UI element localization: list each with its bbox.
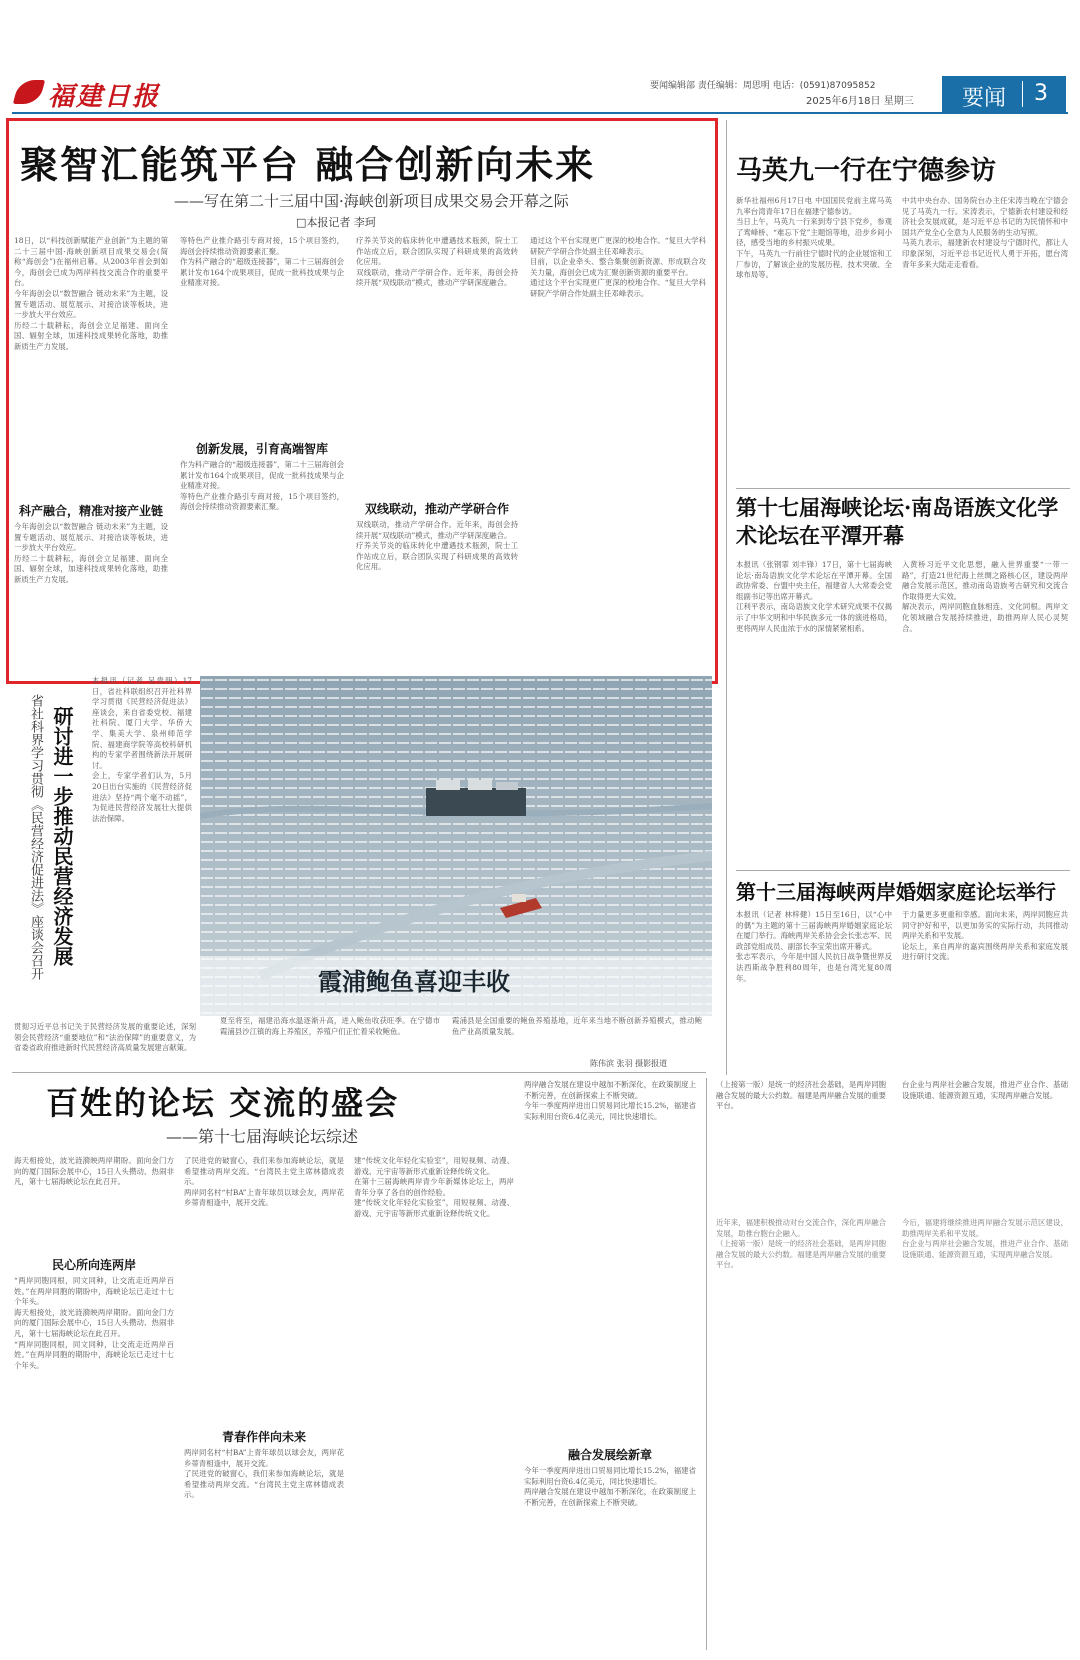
paragraph: 台企业与两岸社会融合发展，推进产业合作、基础设施联通、能源资源互通，实现两岸融合发展。	[902, 1080, 1068, 1100]
row-rule	[736, 870, 1070, 871]
paragraph: 了民进党的破窗心，我们来参加海峡论坛，就是希望推动两岸交流。“台湾民主党主席林德成表示。	[184, 1156, 344, 1187]
paragraph: 历经二十载耕耘，海创会立足福建、面向全国、辐射全球，加速科技成果转化落地，助推新质生产力发展。	[14, 553, 168, 584]
feature-col-6b	[902, 1218, 1068, 1650]
feature-col-3	[354, 1156, 514, 1650]
photo-caption-title: 霞浦鲍鱼喜迎丰收	[318, 967, 510, 996]
lead-subhead-3: 双线联动，推动产学研合作	[364, 502, 509, 516]
lead-subhead-2: 创新发展，引育高端智库	[195, 442, 328, 456]
right-low-col-1	[736, 910, 892, 1070]
paragraph: 论坛上，来自两岸的嘉宾围绕两岸关系和家庭发展进行研讨交流。	[902, 941, 1068, 962]
paragraph: 等特色产业推介路引专商对接，15个项目签约，海创会持续推动资源要素汇聚。	[180, 236, 344, 256]
paragraph: （上接第一版）是统一的经济社会基础，是两岸同胞融合发展的最大公约数。福建是两岸融合发展的重要平台。	[716, 1080, 886, 1111]
lead-col-2	[180, 236, 344, 436]
paragraph: 入黄桥习近平文化思想，融入世界重要“一带一路”，打造21世纪海上丝绸之路核心区，建设两岸融合发展示范区，推动南岛语族考古研究和交流合作取得更大实效。	[902, 560, 1068, 601]
photo-credit: 陈伟滨 张羽 摄影报道	[590, 1059, 668, 1068]
row-rule	[12, 1072, 706, 1073]
paragraph: 今年海创会以“数智融合 链动未来”为主题，设置专题活动、展览展示、对接洽谈等板块，进一步放大平台效应。	[14, 522, 168, 553]
paragraph: 通过这个平台实现更广更深的校地合作。“复旦大学科研院产学研合作处副主任邓峰表示。	[530, 278, 706, 298]
row-rule	[736, 488, 1070, 489]
feature-col-6	[902, 1080, 1068, 1210]
feature-subtitle: ——第十七届海峡论坛综述	[166, 1127, 359, 1146]
paragraph: 目前，以企业牵头、整合集聚创新资源、形成联合攻关力量，海创会已成为汇聚创新资源的重要平台。	[530, 257, 706, 277]
feature-headline: 百姓的论坛 交流的盛会	[46, 1084, 400, 1122]
paragraph: 本报讯（张钢霏 刘丰锋）17日，第十七届海峡论坛·南岛语族文化学术论坛在平潭开幕。全国政协常委、台盟中央主任，福建省人大常委会党组副书记等出席开幕式。	[736, 560, 892, 601]
lead-col-1	[14, 236, 168, 456]
paragraph: 今年一季度两岸进出口贸易同比增长15.2%，福建省实际利用台资6.4亿美元，同比快速增长。	[524, 1101, 696, 1121]
feature-col-2	[184, 1156, 344, 1426]
paragraph: 中共中央台办、国务院台办主任宋涛当晚在宁德会见了马英九一行。宋涛表示，宁德新农村建设和经济社会发展成就，是习近平总书记的为民情怀和中国共产党全心全意为人民服务的生动写照。	[902, 196, 1068, 237]
paragraph: 江利平表示，南岛语族文化学术研究成果不仅揭示了中华文明和中华民族多元一体的演进格局，更将两岸人民血浓于水的深情紧紧相系。	[736, 602, 892, 633]
paragraph: 两岸融合发展在建设中越加不断深化，在政策制度上不断完善，在创新探索上不断突破。	[524, 1487, 696, 1507]
paragraph: 下午，马英九一行前往宁德时代的企业展馆和工厂参访，了解该企业的发展历程、技术突破、全球布局等。	[736, 248, 892, 280]
paragraph: 会上，专家学者们认为，5月20日出台实施的《民营经济促进法》坚持“两个毫不动摇”，为促进民营经济发展壮大提供法治保障。	[92, 771, 192, 823]
date-line: 2025年6月18日 星期三	[806, 96, 914, 107]
paragraph: 马英九表示，福建新农村建设与宁德时代，都让人印象深刻，习近平总书记近代人勇于开拓，愿台湾青年多来大陆走走看看。	[902, 238, 1068, 269]
feature-col-4	[524, 1080, 696, 1440]
paragraph: 在第十三届海峡两岸青少年新媒体论坛上，两岸青年分享了各自的创作经验。	[354, 1177, 514, 1197]
paragraph: 近年来，福建积极推动对台交流合作，深化两岸融合发展，助推台胞台企融入。	[716, 1218, 886, 1238]
paragraph: 贯彻习近平总书记关于民营经济发展的重要论述，深刻领会民营经济“重要地位”和“法治保障”的重要意义，为省委省政府推进新时代民营经济高质量发展建言献策。	[14, 1022, 196, 1053]
feature-col-5	[716, 1080, 886, 1210]
feature-col-1b	[14, 1276, 174, 1650]
paragraph: 两岸同名村“村BA”上青年球员以球会友，两岸花乡蒂青相逢中，展开交流。	[184, 1187, 344, 1208]
paragraph: 建“传统文化年轻化实验室”，用短视频、动漫、游戏、元宇宙等新形式重新诠释传统文化。	[354, 1198, 514, 1218]
editor-line: 要闻编辑部 责任编辑：周思明 电话：(0591)87095852	[650, 81, 876, 91]
right-mid-col-1	[736, 560, 892, 870]
paragraph: 霞浦县是全国重要的鲍鱼养殖基地，近年来当地不断创新养殖模式，推动鲍鱼产业高质量发展。	[452, 1016, 702, 1036]
house-raft	[426, 788, 526, 816]
lead-col-3b	[356, 520, 518, 672]
section-name: 要闻	[962, 86, 1007, 111]
lead-byline: □本报记者 李珂	[296, 216, 376, 229]
lead-subhead-1: 科产融合，精准对接产业链	[18, 504, 163, 518]
paragraph: 疗养关节炎的临床转化中遭遇技术瓶颈，院士工作站成立后，联合团队实现了科研成果的高效转化应用。	[356, 236, 518, 267]
section-divider	[1022, 81, 1023, 107]
column-rule	[726, 120, 727, 1075]
photo-caption-col-1	[220, 1016, 440, 1066]
paragraph: 今后，福建将继续推进两岸融合发展示范区建设，助推两岸关系和平发展。	[902, 1218, 1068, 1238]
paragraph: 18日，以“科技创新赋能产业创新”为主题的第二十三届中国·海峡创新项目成果交易会(简称“海创会”)在福州启幕。从2003年首会到如今，海创会已成为两岸科技交流合作的重要平台。	[14, 236, 168, 288]
right-mid-col-2	[902, 560, 1068, 870]
paragraph: 疗养关节炎的临床转化中遭遇技术瓶颈，院士工作站成立后，联合团队实现了科研成果的高效转化应用。	[356, 541, 518, 572]
paragraph: 历经二十载耕耘，海创会立足福建、面向全国、辐射全球，加速科技成果转化落地，助推新质生产力发展。	[14, 320, 168, 351]
feature-subhead-2: 青春作伴向未来	[221, 1430, 306, 1444]
column-rule	[706, 1078, 707, 1650]
paragraph: 海天相接处，波光涟漪映两岸期盼。面向金门方向的厦门国际会展中心，15日人头攒动、热闹非凡，第十七届海峡论坛在此召开。	[14, 1156, 174, 1187]
paragraph: （上接第一版）是统一的经济社会基础，是两岸同胞融合发展的最大公约数。福建是两岸融合发展的重要平台。	[716, 1239, 886, 1270]
paragraph: 了民进党的破窗心，我们来参加海峡论坛，就是希望推动两岸交流。“台湾民主党主席林德成表示。	[184, 1469, 344, 1500]
feature-col-1	[14, 1156, 174, 1252]
feature-col-5b	[716, 1218, 886, 1650]
paragraph: 作为科产融合的“超级连接器”，第二十三届海创会累计发布164个成果项目，促成一批科技成果与企业精准对接。	[180, 257, 344, 288]
left-vertical-col	[92, 676, 192, 1016]
paragraph: 本报讯（记者 林梓健）15日至16日，以“心中的偶”为主题的第十三届海峡两岸婚姻家庭论坛在厦门举行。海峡两岸关系协会会长张志军、民政部党组成员、副部长李宝荣出席开幕式。	[736, 910, 892, 951]
paragraph: 当日上午，马英九一行来到寿宁县下党乡，参观了鸾峰桥、“难忘下党”主题馆等地，沿步乡间小径，感受当地的乡村振兴成果。	[736, 217, 892, 248]
paragraph: 本报讯（记者 吴贵明）17日，省社科联组织召开社科界学习贯彻《民营经济促进法》座谈会，来自省委党校、福建社科院、厦门大学、华侨大学、集美大学、泉州师范学院、福建商学院等高校科研机构的专家学者围绕新法开展研讨。	[92, 676, 192, 770]
paragraph: 今年海创会以“数智融合 链动未来”为主题，设置专题活动、展览展示、对接洽谈等板块，进一步放大平台效应。	[14, 288, 168, 320]
paragraph: 夏至将至，福建沿海水温逐渐升高，进入鲍鱼收获旺季。在宁德市霞浦县沙江镇的海上养殖区，养殖户们正忙着采收鲍鱼。	[220, 1016, 440, 1036]
photo-caption-col-2	[452, 1016, 702, 1056]
feature-col-2b	[184, 1448, 344, 1650]
lead-col-3	[356, 236, 518, 476]
feature-subhead-1: 民心所向连两岸	[51, 1258, 136, 1272]
right-low-headline: 第十三届海峡两岸婚姻家庭论坛举行	[736, 880, 1056, 904]
lead-subtitle: ——写在第二十三届中国·海峡创新项目成果交易会开幕之际	[174, 192, 569, 210]
paragraph: “两岸同胞同根，同文同种，让交流走近两岸百姓。”在两岸同胞的期盼中，海峡论坛已走过十七个年头。	[14, 1276, 174, 1307]
paragraph: 通过这个平台实现更广更深的校地合作。“复旦大学科研院产学研合作处副主任邓峰表示。	[530, 236, 706, 256]
lead-col-4	[530, 236, 706, 672]
paragraph: 解决表示，两岸同胞血脉相连、文化同根。两岸文化领域融合发展持续推进，助推两岸人民心灵契合。	[902, 602, 1068, 633]
left-vertical-headline: 研讨进一步推动民营经济发展	[50, 706, 74, 966]
paragraph: 今年一季度两岸进出口贸易同比增长15.2%，福建省实际利用台资6.4亿美元，同比快速增长。	[524, 1466, 696, 1486]
newspaper-logo	[14, 76, 164, 112]
lead-headline: 聚智汇能筑平台 融合创新向未来	[20, 142, 596, 187]
right-mid-headline: 第十七届海峡论坛·南岛语族文化学术论坛在平潭开幕	[736, 495, 1059, 548]
paragraph: 等特色产业推介路引专商对接，15个项目签约，海创会持续推动资源要素汇聚。	[180, 491, 344, 512]
paragraph: 新华社福州6月17日电 中国国民党前主席马英九率台湾青年17日在福建宁德参访。	[736, 196, 892, 216]
paragraph: 海天相接处，波光涟漪映两岸期盼。面向金门方向的厦门国际会展中心，15日人头攒动、热闹非凡，第十七届海峡论坛在此召开。	[14, 1307, 174, 1338]
page-number: 3	[1034, 81, 1048, 106]
lead-col-2b	[180, 460, 344, 672]
paragraph: 于力量更多更重和幸感。面向未来，两岸同胞应共同守护好和平，以更加务实的实际行动，共同推动两岸关系和平发展。	[902, 910, 1068, 941]
paragraph: “两岸同胞同根，同文同种，让交流走近两岸百姓。”在两岸同胞的期盼中，海峡论坛已走过十七个年头。	[14, 1339, 174, 1370]
paragraph: 两岸同名村“村BA”上青年球员以球会友，两岸花乡蒂青相逢中，展开交流。	[184, 1448, 344, 1468]
paragraph: 双线联动，推动产学研合作。近年来，海创会持续开展“双线联动”模式，推动产学研深度融合。	[356, 520, 518, 540]
masthead-rule	[12, 112, 1068, 114]
paragraph: 两岸融合发展在建设中越加不断深化，在政策制度上不断完善，在创新探索上不断突破。	[524, 1080, 696, 1100]
paragraph: 作为科产融合的“超级连接器”，第二十三届海创会累计发布164个成果项目，促成一批科技成果与企业精准对接。	[180, 460, 344, 491]
lead-col-1b	[14, 522, 168, 672]
paragraph: 张志军表示，今年是中国人民抗日战争暨世界反法西斯战争胜利80周年，也是台湾光复80周年。	[736, 952, 892, 983]
paragraph: 建“传统文化年轻化实验室”，用短视频、动漫、游戏、元宇宙等新形式重新诠释传统文化。	[354, 1156, 514, 1176]
logo-swoosh-icon	[13, 80, 45, 104]
feature-col-4b	[524, 1466, 696, 1650]
right-low-col-2	[902, 910, 1068, 1070]
paragraph: 双线联动，推动产学研合作。近年来，海创会持续开展“双线联动”模式，推动产学研深度融合。	[356, 267, 518, 288]
paragraph: 台企业与两岸社会融合发展，推进产业合作、基础设施联通、能源资源互通，实现两岸融合发展。	[902, 1239, 1068, 1259]
right-top-headline: 马英九一行在宁德参访	[736, 156, 997, 186]
section-tab	[942, 76, 1066, 112]
feature-subhead-3: 融合发展绘新章	[567, 1448, 652, 1462]
left-vertical-subtitle: 省社科界学习贯彻《民营经济促进法》座谈会召开	[28, 694, 43, 980]
right-top-col-1	[736, 196, 892, 486]
right-top-col-2	[902, 196, 1068, 486]
logo-text: 福建日报	[48, 82, 161, 112]
